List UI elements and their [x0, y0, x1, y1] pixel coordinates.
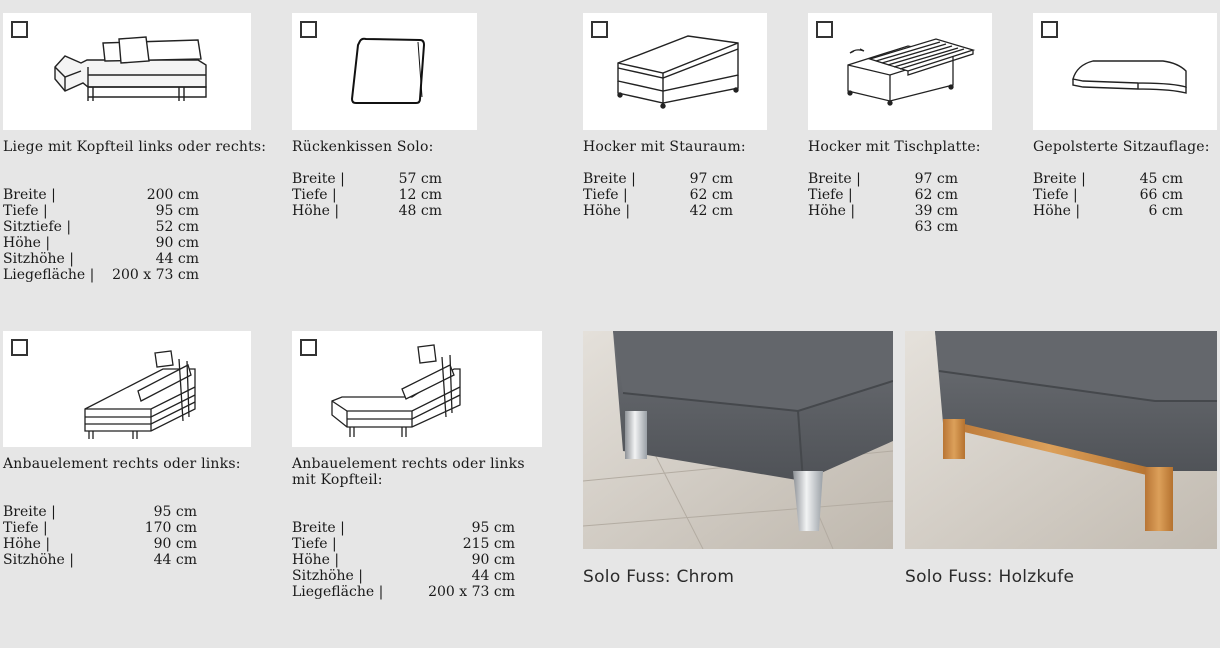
- spec-row: Höhe | 90 cm: [292, 552, 515, 568]
- spec-row: Tiefe | 95 cm: [3, 203, 199, 219]
- cushion-sketch: [292, 13, 477, 130]
- product-card-anbauelement-kopfteil: [292, 331, 542, 447]
- spec-row: Höhe | 6 cm: [1033, 203, 1183, 219]
- spec-row: Höhe | 39 cm: [808, 203, 958, 219]
- spec-row: Tiefe | 66 cm: [1033, 187, 1183, 203]
- spec-row: Breite | 200 cm: [3, 187, 199, 203]
- product-card-liege: [3, 13, 251, 130]
- product-title-anbauelement: Anbauelement rechts oder links:: [3, 456, 241, 472]
- spec-row: Liegefläche | 200 x 73 cm: [3, 267, 199, 283]
- spec-row: Sitztiefe | 52 cm: [3, 219, 199, 235]
- spec-row: Höhe | 42 cm: [583, 203, 733, 219]
- spec-row: Höhe | 48 cm: [292, 203, 442, 219]
- spec-row: Tiefe | 12 cm: [292, 187, 442, 203]
- spec-row: Sitzhöhe | 44 cm: [3, 552, 197, 568]
- spec-row: Höhe | 90 cm: [3, 235, 199, 251]
- product-card-hocker-stauraum: [583, 13, 767, 130]
- product-card-sitzauflage: [1033, 13, 1217, 130]
- seat-pad-sketch: [1033, 13, 1217, 130]
- spec-list-hocker-stauraum: [583, 171, 733, 219]
- spec-list-anbauelement: [3, 504, 197, 568]
- caption-chrome-foot: Solo Fuss: Chrom: [583, 567, 735, 587]
- photo-chrome-foot: [583, 331, 893, 549]
- product-title-anbauelement-kopfteil: Anbauelement rechts oder links: [292, 456, 525, 472]
- spec-list-hocker-tischplatte: [808, 171, 958, 235]
- product-title-rueckenkissen: Rückenkissen Solo:: [292, 139, 434, 155]
- extension-headrest-sketch: [292, 331, 542, 447]
- product-title-anbauelement-kopfteil-line2: mit Kopfteil:: [292, 472, 383, 488]
- spec-list-liege: [3, 187, 199, 283]
- spec-row: 63 cm: [914, 219, 958, 235]
- storage-stool-sketch: [583, 13, 767, 130]
- spec-row: Breite | 97 cm: [583, 171, 733, 187]
- product-card-anbauelement: [3, 331, 251, 447]
- spec-row: Tiefe | 170 cm: [3, 520, 197, 536]
- product-title-sitzauflage: Gepolsterte Sitzauflage:: [1033, 139, 1210, 155]
- table-stool-sketch: [808, 13, 992, 130]
- spec-row: Sitzhöhe | 44 cm: [3, 251, 199, 267]
- spec-row: Breite | 95 cm: [3, 504, 197, 520]
- caption-wood-runner: Solo Fuss: Holzkufe: [905, 567, 1075, 587]
- spec-list-sitzauflage: [1033, 171, 1183, 219]
- spec-row: Tiefe | 62 cm: [808, 187, 958, 203]
- spec-list-rueckenkissen: [292, 171, 442, 219]
- product-title-hocker-tischplatte: Hocker mit Tischplatte:: [808, 139, 981, 155]
- spec-row: Höhe | 90 cm: [3, 536, 197, 552]
- spec-row: Breite | 95 cm: [292, 520, 515, 536]
- spec-row: Tiefe | 215 cm: [292, 536, 515, 552]
- photo-wood-runner: [905, 331, 1217, 549]
- liege-sketch: [3, 13, 251, 130]
- product-card-rueckenkissen: [292, 13, 477, 130]
- spec-row: Sitzhöhe | 44 cm: [292, 568, 515, 584]
- extension-element-sketch: [3, 331, 251, 447]
- product-title-hocker-stauraum: Hocker mit Stauraum:: [583, 139, 746, 155]
- spec-row: Breite | 45 cm: [1033, 171, 1183, 187]
- spec-row: Liegefläche | 200 x 73 cm: [292, 584, 515, 600]
- product-card-hocker-tischplatte: [808, 13, 992, 130]
- spec-row: Breite | 57 cm: [292, 171, 442, 187]
- spec-row: Breite | 97 cm: [808, 171, 958, 187]
- spec-row: Tiefe | 62 cm: [583, 187, 733, 203]
- spec-list-anbauelement-kopfteil: [292, 520, 515, 600]
- product-title-liege: Liege mit Kopfteil links oder rechts:: [3, 139, 267, 155]
